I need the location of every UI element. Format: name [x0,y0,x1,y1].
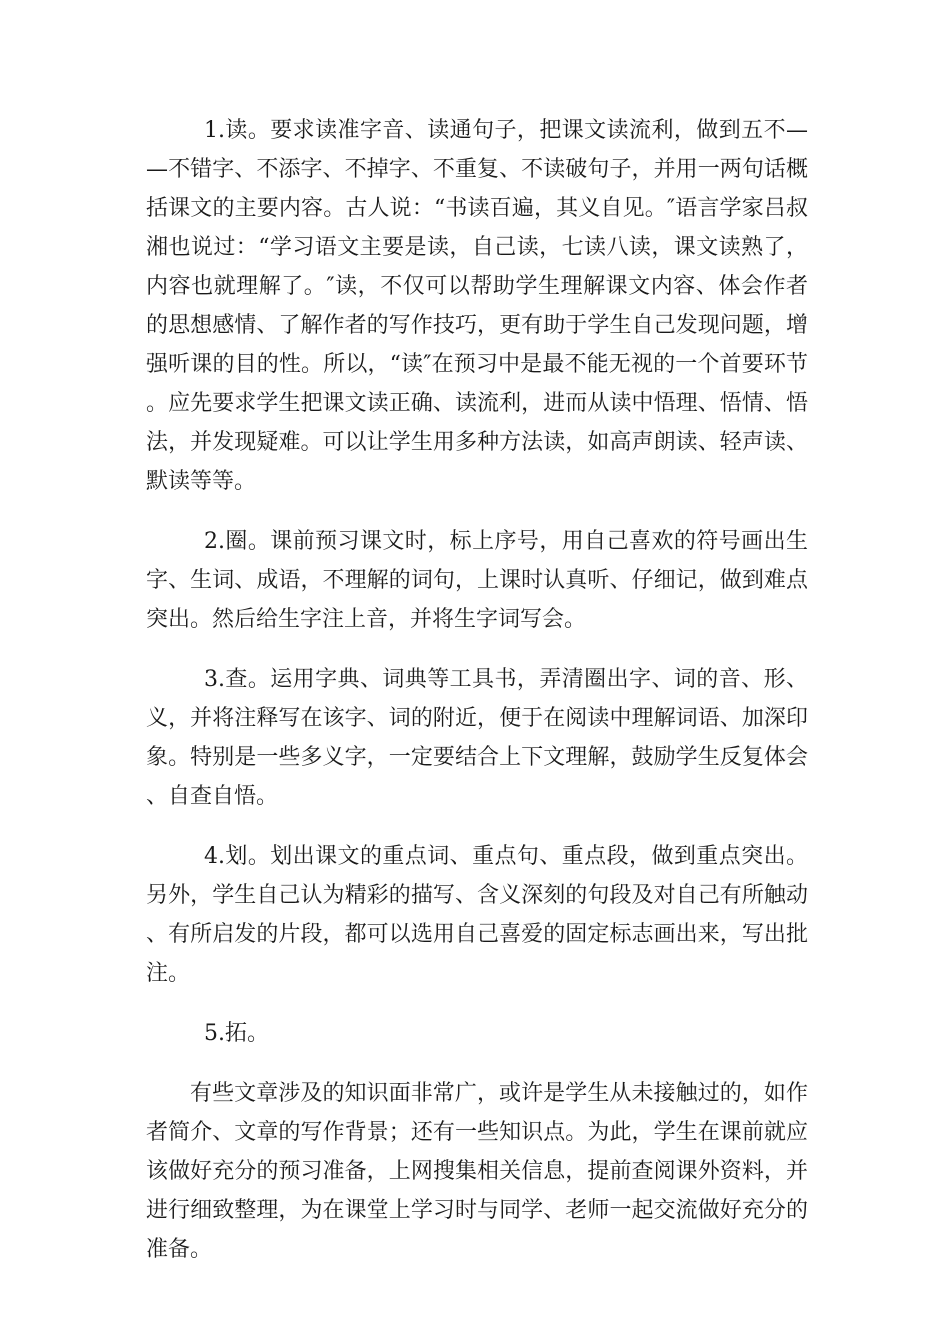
paragraph-read: 1.读。要求读准字音、读通句子，把课文读流利，做到五不——不错字、不添字、不掉字、不重复、不读破句子，并用一两句话概括课文的主要内容。古人说：“书读百遍，其义自见。″语言学家吕叔湘也说过：“学习语文主要是读，自己读，七读八读，课文读熟了，内容也就理解了。″读，不仅可以帮助学生理解课文内容、体会作者的思想感情、了解作者的写作技巧，更有助于学生自己发现问题，增强听课的目的性。所以，“读″在预习中是最不能无视的一个首要环节。应先要求学生把课文读正确、读流利，进而从读中悟理、悟情、悟法，并发现疑难。可以让学生用多种方法读，如高声朗读、轻声读、默读等等。 [146,118,808,494]
paragraph-expand-detail: 有些文章涉及的知识面非常广，或许是学生从未接触过的，如作者简介、文章的写作背景；还有一些知识点。为此，学生在课前就应该做好充分的预习准备，上网搜集相关信息，提前查阅课外资料，并进行细致整理，为在课堂上学习时与同学、老师一起交流做好充分的准备。 [146,1081,808,1262]
paragraph-circle: 2.圈。课前预习课文时，标上序号，用自己喜欢的符号画出生字、生词、成语，不理解的词句，上课时认真听、仔细记，做到难点突出。然后给生字注上音，并将生字词写会。 [146,529,808,632]
paragraph-mark: 4.划。划出课文的重点词、重点句、重点段，做到重点突出。另外，学生自己认为精彩的描写、含义深刻的句段及对自己有所触动、有所启发的片段，都可以选用自己喜爱的固定标志画出来，写出批注。 [146,844,808,986]
document-body [146,111,808,1290]
paragraph-lookup: 3.查。运用字典、词典等工具书，弄清圈出字、词的音、形、义，并将注释写在该字、词的附近，便于在阅读中理解词语、加深印象。特别是一些多义字，一定要结合上下文理解，鼓励学生反复体会、自查自悟。 [146,667,808,809]
paragraph-expand-heading: 5.拓。 [204,1021,269,1046]
